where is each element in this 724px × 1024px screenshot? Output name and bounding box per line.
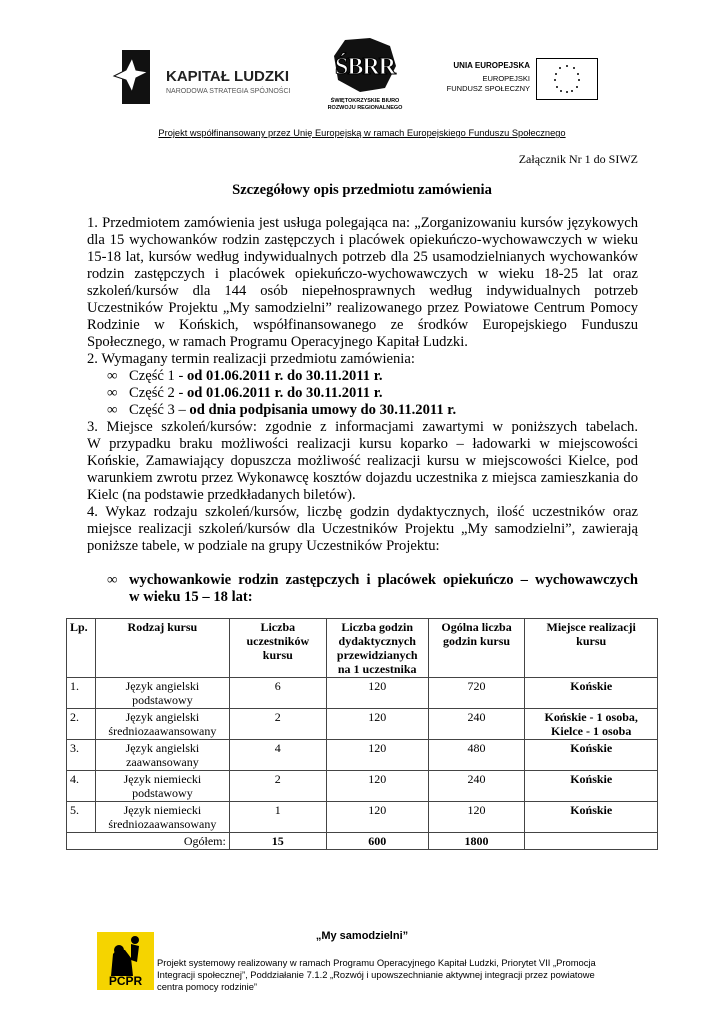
total-label: Ogółem:	[67, 833, 230, 850]
course-name: Język niemiecki średniozaawansowany	[95, 802, 229, 833]
sbrr-subtitle-2: ROZWOJU REGIONALNEGO	[327, 105, 403, 111]
footer-line: centra pomocy rodzinie”	[157, 981, 258, 992]
ue-subtitle-1: EUROPEJSKI	[482, 74, 530, 83]
bullet-icon: ∞	[107, 402, 118, 418]
hours-per-participant: 120	[326, 709, 428, 740]
hours-per-participant: 120	[326, 740, 428, 771]
text-line: szkoleń/kursów dla 144 osób niepełnosprawnych według indywidualnych potrzeb	[87, 283, 638, 299]
sbrr-logo	[320, 36, 410, 116]
row-number: 1.	[67, 678, 96, 709]
column-header: Liczba uczestników kursu	[229, 619, 326, 678]
table-row	[67, 740, 658, 771]
column-header: Rodzaj kursu	[95, 619, 229, 678]
hours-per-participant: 120	[326, 802, 428, 833]
group-heading	[87, 572, 638, 606]
total-empty	[525, 833, 658, 850]
location: Końskie	[525, 740, 658, 771]
pcpr-logo	[97, 932, 154, 990]
cofinance-note: Projekt współfinansowany przez Unię Europejską w ramach Europejskiego Funduszu Społecznego	[158, 128, 566, 138]
part-label: Część 3 –	[129, 402, 190, 418]
table-row	[67, 709, 658, 740]
footer-line: Projekt systemowy realizowany w ramach Programu Operacyjnego Kapitał Ludzki, Priorytet VII „Promocja	[157, 957, 596, 968]
table-total-row	[67, 833, 658, 850]
group-line: w wieku 15 – 18 lat:	[129, 589, 253, 605]
course-name: Język angielski podstawowy	[95, 678, 229, 709]
row-number: 2.	[67, 709, 96, 740]
text-line: Rodzinie w Końskich, współfinansowanego ze środków Europejskiego Funduszu	[87, 317, 638, 333]
column-header: Liczba godzin dydaktycznych przewidzianych na 1 uczestnika	[326, 619, 428, 678]
part-1	[87, 368, 638, 385]
column-header: Miejsce realizacji kursu	[525, 619, 658, 678]
location: Końskie	[525, 678, 658, 709]
ue-title: UNIA EUROPEJSKA	[453, 61, 530, 70]
location: Końskie	[525, 771, 658, 802]
total-hours: 720	[428, 678, 525, 709]
text-line: Społecznego, w ramach Programu Operacyjnego Kapitał Ludzki.	[87, 334, 468, 350]
text-line: 15-18 lat, kursów według indywidualnych potrzeb dla 25 usamodzielnianych wychowanków	[87, 249, 638, 265]
parent-child-icon	[107, 934, 145, 976]
paragraph-3	[87, 419, 638, 504]
total-hours: 480	[428, 740, 525, 771]
column-header: Ogólna liczba godzin kursu	[428, 619, 525, 678]
participants: 2	[229, 771, 326, 802]
total-hours-per-person: 600	[326, 833, 428, 850]
part-label: Część 2 -	[129, 385, 187, 401]
kapital-subtitle: NARODOWA STRATEGIA SPÓJNOŚCI	[166, 88, 291, 95]
text-line: rodzin zastępczych i placówek opiekuńczo-wychowawczych w wieku 18-25 lat oraz	[87, 266, 638, 282]
table-header-row	[67, 619, 658, 678]
eu-flag-icon	[536, 58, 598, 100]
row-number: 5.	[67, 802, 96, 833]
location: Końskie - 1 osoba, Kielce - 1 osoba	[525, 709, 658, 740]
group-text: wychowankowie rodzin zastępczych i placówek opiekuńczo – wychowawczych	[129, 572, 638, 588]
part-dates: od 01.06.2011 r. do 30.11.2011 r.	[186, 385, 383, 401]
sbrr-subtitle-1: ŚWIĘTOKRZYSKIE BIURO	[330, 98, 400, 104]
hours-per-participant: 120	[326, 678, 428, 709]
table-row	[67, 678, 658, 709]
course-name: Język niemiecki podstawowy	[95, 771, 229, 802]
total-hours: 240	[428, 709, 525, 740]
participants: 4	[229, 740, 326, 771]
text-line: warunkiem zwrotu przez Wykonawcę kosztów dojazdu uczestnika z miejsca zamieszkania do	[87, 470, 638, 486]
part-dates: od 01.06.2011 r. do 30.11.2011 r.	[186, 368, 383, 384]
table-row	[67, 802, 658, 833]
kapital-ludzki-star-icon	[112, 48, 152, 106]
text-line: Końskie, Zamawiający dopuszcza możliwość realizacji kursu w miejscowości Kielce, pod	[87, 453, 638, 469]
group-line	[107, 572, 638, 589]
participants: 2	[229, 709, 326, 740]
row-number: 3.	[67, 740, 96, 771]
column-header: Lp.	[67, 619, 96, 678]
bullet-icon: ∞	[107, 368, 118, 384]
total-hours: 120	[428, 802, 525, 833]
text-line: 3. Miejsce szkoleń/kursów: zgodnie z informacjami zawartymi w poniższych tabelach.	[87, 419, 638, 435]
text-line: dla 15 wychowanków rodzin zastępczych i placówek opiekuńczo-wychowawczych w wieku	[87, 232, 638, 248]
text-line: 4. Wykaz rodzaju szkoleń/kursów, liczbę godzin dydaktycznych, ilość uczestników oraz	[87, 504, 638, 520]
course-name: Język angielski zaawansowany	[95, 740, 229, 771]
hours-per-participant: 120	[326, 771, 428, 802]
text-line: W przypadku braku możliwości realizacji kursu koparko – ładowarki w miejscowości	[87, 436, 638, 452]
row-number: 4.	[67, 771, 96, 802]
courses-table	[66, 618, 658, 850]
kapital-title: KAPITAŁ LUDZKI	[166, 68, 290, 85]
sbrr-title: ŚBRR	[334, 54, 396, 80]
paragraph-2: 2. Wymagany termin realizacji przedmiotu zamówienia:	[87, 351, 415, 367]
footer-note	[157, 957, 596, 993]
pcpr-logo-text: PCPR	[108, 974, 143, 988]
kapital-ludzki-logo	[112, 48, 302, 108]
paragraph-4	[87, 504, 638, 555]
text-line: Kielc (na podstawie przedkładanych biletów).	[87, 487, 356, 503]
ue-subtitle-2: FUNDUSZ SPOŁECZNY	[446, 84, 530, 93]
part-label: Część 1 -	[129, 368, 187, 384]
text-line: poniższe tabele, w podziale na grupy Uczestników Projektu:	[87, 538, 440, 554]
paragraph-1	[87, 215, 638, 351]
part-dates: od dnia podpisania umowy do 30.11.2011 r.	[189, 402, 457, 418]
course-name: Język angielski średniozaawansowany	[95, 709, 229, 740]
part-3	[87, 402, 638, 419]
document-title: Szczegółowy opis przedmiotu zamówienia	[232, 182, 492, 198]
footer	[0, 925, 724, 1005]
text-line: Uczestników Projektu „My samodzielni” realizowanego przez Powiatowe Centrum Pomocy	[87, 300, 638, 316]
total-participants: 15	[229, 833, 326, 850]
total-hours: 240	[428, 771, 525, 802]
text-line: 1. Przedmiotem zamówienia jest usługa polegająca na: „Zorganizowaniu kursów językowych	[87, 215, 638, 231]
bullet-icon: ∞	[107, 385, 118, 401]
location: Końskie	[525, 802, 658, 833]
project-name: „My samodzielni”	[315, 930, 409, 942]
table-row	[67, 771, 658, 802]
part-2	[87, 385, 638, 402]
bullet-icon: ∞	[107, 572, 118, 588]
footer-line: Integracji społecznej”, Poddziałanie 7.1.2 „Rozwój i upowszechnianie aktywnej integracji przez powiatowe	[157, 969, 595, 980]
total-hours: 1800	[428, 833, 525, 850]
ue-logo	[440, 58, 600, 103]
participants: 6	[229, 678, 326, 709]
annex-label: Załącznik Nr 1 do SIWZ	[518, 152, 638, 166]
body-text	[87, 215, 638, 606]
participants: 1	[229, 802, 326, 833]
text-line: miejsce realizacji szkoleń/kursów dla Uczestników Projektu „My samodzielni”, zawierają	[87, 521, 638, 537]
